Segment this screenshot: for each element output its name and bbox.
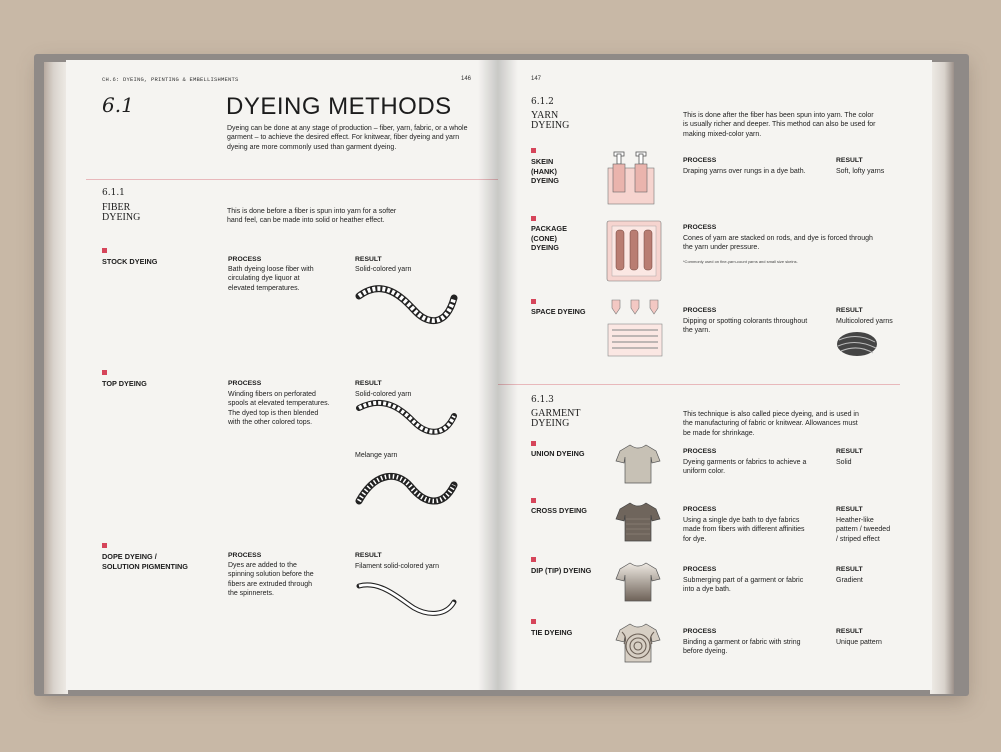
book-gutter xyxy=(478,60,518,690)
right-page-edges xyxy=(930,62,954,694)
bullet-marker xyxy=(531,441,536,446)
t-shirt-icon xyxy=(616,501,660,543)
item-title-dip-dyeing: DIP (TIP) DYEING xyxy=(531,566,592,575)
bullet-marker xyxy=(531,299,536,304)
result-label: RESULT xyxy=(836,307,863,314)
section-number: 6.1 xyxy=(102,93,134,117)
garment-section-desc: This technique is also called piece dyeing, and is used in the manufacturing of fabric or knitwear. Allowances must be made for shrinkage. xyxy=(683,411,859,437)
result-text-melange: Melange yarn xyxy=(355,452,398,459)
result-label: RESULT xyxy=(355,552,382,559)
process-label: PROCESS xyxy=(683,307,717,314)
item-title-package-dyeing: PACKAGE (CONE) DYEING xyxy=(531,224,567,252)
space-dye-icon xyxy=(606,296,664,358)
footnote: *Commonly used on fine-yarn-count yarns and small size skeins. xyxy=(683,259,798,264)
result-label: RESULT xyxy=(355,380,382,387)
result-text: Heather-like pattern / tweeded / striped effect xyxy=(836,517,891,543)
item-title-top-dyeing: TOP DYEING xyxy=(102,379,147,388)
result-text: Soft, lofty yarns xyxy=(836,168,885,175)
process-label: PROCESS xyxy=(683,566,717,573)
t-shirt-icon xyxy=(616,561,660,603)
t-shirt-icon xyxy=(616,443,660,485)
item-title-union-dyeing: UNION DYEING xyxy=(531,449,585,458)
bullet-marker xyxy=(531,557,536,562)
item-title-space-dyeing: SPACE DYEING xyxy=(531,307,586,316)
result-text: Multicolored yarns xyxy=(836,318,893,325)
intro-text: Dyeing can be done at any stage of production – fiber, yarn, fabric, or a whole garment – to achieve the desired effect. For knitwear, fiber dyeing and yarn dyeing are more commonly used than garment dyeing. xyxy=(227,125,468,151)
process-text: Binding a garment or fabric with string before dyeing. xyxy=(683,639,801,656)
process-text: Winding fibers on perforated spools at elevated temperatures. The dyed top is then blended with the other colored tops. xyxy=(228,391,330,426)
result-text: Solid-colored yarn xyxy=(355,391,412,398)
result-label: RESULT xyxy=(836,157,863,164)
yarn-section-desc: This is done after the fiber has been spun into yarn. The color is usually richer and deeper. This method can also be used for making mixed-color yarn. xyxy=(683,112,876,138)
page-title: DYEING METHODS xyxy=(226,93,452,120)
item-title-skein-dyeing: SKEIN (HANK) DYEING xyxy=(531,157,559,185)
yarn-section-number: 6.1.2 xyxy=(531,97,554,107)
process-label: PROCESS xyxy=(228,256,262,263)
bullet-marker xyxy=(102,370,107,375)
left-page-edges xyxy=(44,62,68,694)
yarn-section-title: YARN DYEING xyxy=(531,110,570,131)
left-page xyxy=(66,60,498,690)
twisted-yarn-icon xyxy=(356,398,458,442)
bullet-marker xyxy=(531,148,536,153)
fiber-section-desc: This is done before a fiber is spun into yarn for a softer hand feel, can be made into solid or heather effect. xyxy=(227,208,397,225)
result-text: Unique pattern xyxy=(836,639,882,646)
bullet-marker xyxy=(531,216,536,221)
bullet-marker xyxy=(531,498,536,503)
process-label: PROCESS xyxy=(228,380,262,387)
item-title-cross-dyeing: CROSS DYEING xyxy=(531,506,587,515)
result-text: Solid-colored yarn xyxy=(355,266,412,273)
result-label: RESULT xyxy=(836,506,863,513)
package-cone-icon xyxy=(606,220,662,282)
process-label: PROCESS xyxy=(683,224,717,231)
section-divider xyxy=(498,384,900,385)
fiber-section-title: FIBER DYEING xyxy=(102,202,141,223)
skein-dye-bath-icon xyxy=(606,150,658,206)
result-text: Filament solid-colored yarn xyxy=(355,563,440,570)
result-label: RESULT xyxy=(355,256,382,263)
process-label: PROCESS xyxy=(683,448,717,455)
process-text: Dipping or spotting colorants throughout the yarn. xyxy=(683,318,808,335)
process-text: Dyeing garments or fabrics to achieve a uniform color. xyxy=(683,459,807,476)
garment-section-title: GARMENT DYEING xyxy=(531,408,581,429)
fiber-section-number: 6.1.1 xyxy=(102,188,125,198)
process-label: PROCESS xyxy=(683,628,717,635)
result-label: RESULT xyxy=(836,448,863,455)
t-shirt-icon xyxy=(616,622,660,664)
process-label: PROCESS xyxy=(683,157,717,164)
page-number-left: 146 xyxy=(461,76,472,82)
result-text: Solid xyxy=(836,459,852,466)
result-label: RESULT xyxy=(836,566,863,573)
bullet-marker xyxy=(102,543,107,548)
item-title-stock-dyeing: STOCK DYEING xyxy=(102,257,158,266)
filament-yarn-icon xyxy=(356,580,458,620)
process-text: Bath dyeing loose fiber with circulating dye liquor at elevated temperatures. xyxy=(228,266,314,292)
item-title-tie-dyeing: TIE DYEING xyxy=(531,628,573,637)
process-label: PROCESS xyxy=(683,506,717,513)
yarn-hank-icon xyxy=(836,330,878,358)
process-text: Draping yarns over rungs in a dye bath. xyxy=(683,168,806,175)
process-text: Using a single dye bath to dye fabrics made from fibers with different affinities for dye. xyxy=(683,517,805,543)
melange-yarn-icon xyxy=(356,465,458,511)
running-head: CH.6: DYEING, PRINTING & EMBELLISHMENTS xyxy=(102,76,239,83)
section-divider xyxy=(86,179,498,180)
bullet-marker xyxy=(102,248,107,253)
bullet-marker xyxy=(531,619,536,624)
page-number-right: 147 xyxy=(531,76,542,82)
result-text: Gradient xyxy=(836,577,863,584)
item-title-dope-dyeing: DOPE DYEING / SOLUTION PIGMENTING xyxy=(102,552,188,571)
right-page xyxy=(498,60,932,690)
process-label: PROCESS xyxy=(228,552,262,559)
process-text: Cones of yarn are stacked on rods, and dye is forced through the yarn under pressure. xyxy=(683,235,873,252)
process-text: Submerging part of a garment or fabric into a dye bath. xyxy=(683,577,804,594)
process-text: Dyes are added to the spinning solution before the fibers are extruded through the spinnerets. xyxy=(228,562,314,597)
garment-section-number: 6.1.3 xyxy=(531,395,554,405)
result-label: RESULT xyxy=(836,628,863,635)
twisted-yarn-icon xyxy=(356,282,458,328)
